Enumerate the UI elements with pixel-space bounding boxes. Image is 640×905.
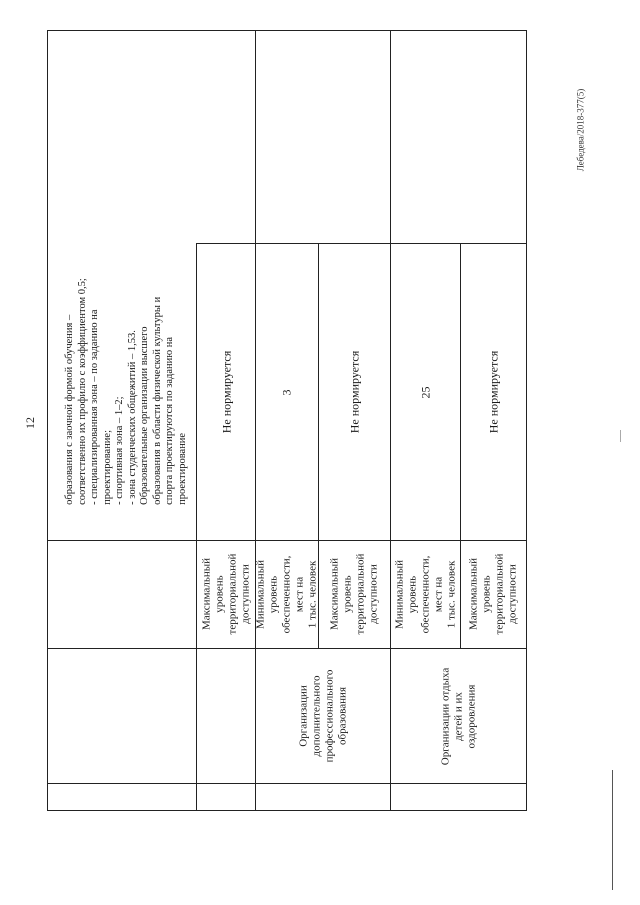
table-row-param: Максимальный уровень территориальной доступности (328, 553, 380, 635)
page-number: 12 (23, 417, 37, 429)
document-reference-note: Лебедева/2018-377(5) (575, 88, 586, 172)
category-children-recreation: Организации отдыха детей и их оздоровления (439, 667, 477, 765)
table-row-param: Максимальный уровень территориальной доступности (200, 553, 252, 635)
education-norms-text: образования с заочной формой обучения – соответственно их профилю с коэффициентом 0,5; - специализированная зона – по заданию на проектирование; - спортивная зона – 1–2; - зона студенческих общежитий – 1,53. Образовательные организации высшего образования в области физической культуры и спорта проектируются по заданию на проектирование (63, 278, 188, 505)
table-row-value: Не нормируется (219, 350, 233, 434)
scan-edge-mark (612, 770, 613, 890)
scan-edge-mark (620, 430, 621, 442)
table-row-param: Минимальный уровень обеспеченности, мест на 1 тыс. человек (254, 555, 319, 633)
table-row-value: 25 (418, 386, 432, 398)
table-row-value: Не нормируется (347, 350, 362, 434)
category-additional-professional-education: Организации дополнительного профессионального образования (296, 669, 348, 763)
table-row-param: Максимальный уровень территориальной доступности (467, 553, 519, 635)
table-row-param: Минимальный уровень обеспеченности, мест на 1 тыс. человек (393, 555, 457, 633)
table-row-value: Не нормируется (486, 350, 501, 434)
table-row-value: 3 (279, 389, 294, 395)
